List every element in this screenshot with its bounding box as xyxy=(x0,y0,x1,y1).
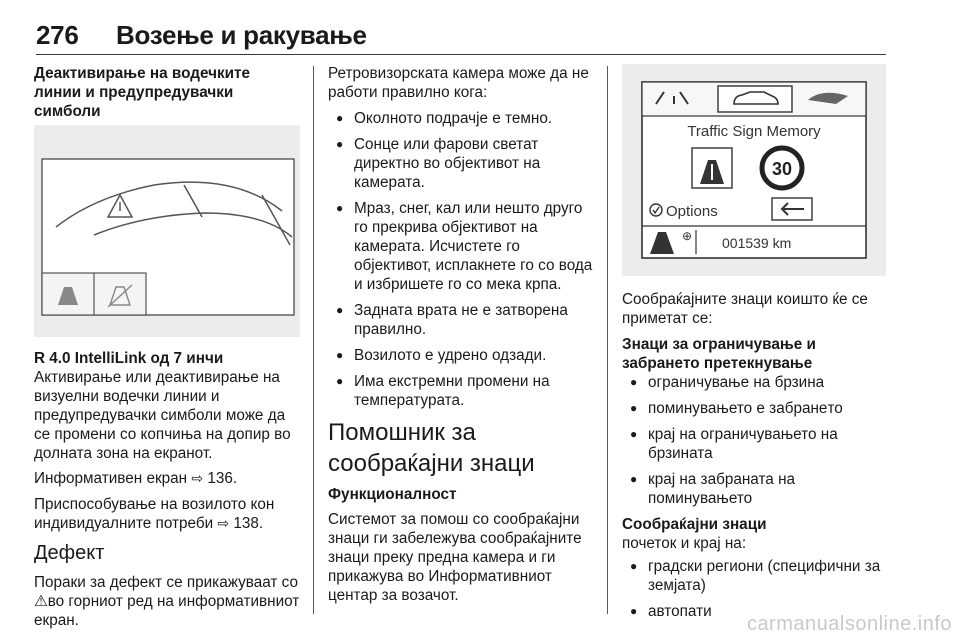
speed-limit-value: 30 xyxy=(771,159,793,179)
list-item: ● крај на забраната на поминувањето xyxy=(622,470,886,508)
list-item: ● ограничување на брзина xyxy=(622,373,886,392)
traffic-signs-subheading: Сообраќајни знаци xyxy=(622,516,767,533)
restriction-signs-list xyxy=(622,373,886,508)
info-display-text: Информативен екран xyxy=(34,470,188,487)
model-line: R 4.0 IntelliLink од 7 инчи xyxy=(34,350,224,367)
column-3 xyxy=(622,64,886,628)
functionality-paragraph: Системот за помош со сообраќајни знаци ги забележува сообраќајните знаци преку предна камера и ги прикажува во Информативниот центар за возачот. xyxy=(328,511,582,604)
column-2 xyxy=(328,64,596,612)
guide-lines-paragraph: Активирање или деактивирање на визуелни водечки линии и предупредувачки симболи може да се промени со копчиња на допир во долната зона на екранот. xyxy=(34,369,291,462)
camera-conditions-list xyxy=(328,109,596,410)
list-item: ● поминувањето е забранeто xyxy=(622,399,886,418)
personalization-ref[interactable]: 138. xyxy=(233,515,264,532)
traffic-signs-sub: почеток и крај на: xyxy=(622,535,747,552)
options-label: Options xyxy=(666,203,718,220)
defect-text-after: во горниот ред на информативниот екран. xyxy=(34,593,300,629)
list-item: ● крај на ограничувањето на брзината xyxy=(622,425,886,463)
list-item: ● Возилото е удрено одзади. xyxy=(328,346,596,365)
warning-triangle-icon: ⚠ xyxy=(34,593,48,610)
page-header xyxy=(36,20,886,55)
list-item: ● Сонце или фарови светат директно во објективот на камерата. xyxy=(328,135,596,192)
plus-icon: ⊕ xyxy=(682,229,693,243)
traffic-sign-assistant-heading: Помошник за сообраќајни знаци xyxy=(328,419,535,477)
info-display-ref[interactable]: 136. xyxy=(207,470,238,487)
watermark: carmanualsonline.info xyxy=(746,613,952,635)
defect-heading: Дефект xyxy=(34,542,105,564)
list-item: ● Мраз, снег, кал или нешто друго го прекрива објективот на камерата. Исчистете го објективот, исплакнете го со вода и избришете го со мека крпа. xyxy=(328,199,596,294)
camera-intro: Ретровизорската камера може да не работи правилно кога: xyxy=(328,65,589,101)
restriction-signs-subheading: Знаци за ограничување и забранeто претекнување xyxy=(622,336,816,372)
list-item: ● автопати xyxy=(622,602,886,621)
column-divider-2 xyxy=(607,66,608,614)
guide-lines-subheading: Деактивирање на водечките линии и предупредувачки симболи xyxy=(34,65,251,120)
traffic-signs-list xyxy=(622,557,886,621)
chapter-title: Возење и ракување xyxy=(116,20,367,50)
defect-text-before: Пораки за дефект се прикажуваат со xyxy=(34,574,298,591)
column-1 xyxy=(34,64,300,637)
list-item: ● Задната врата не е затворена правилно. xyxy=(328,301,596,339)
list-item: ● Има екстремни промени на температурата. xyxy=(328,372,596,410)
distance-value: 001539 km xyxy=(722,235,792,251)
functionality-subheading: Функционалност xyxy=(328,486,457,503)
column-divider-1 xyxy=(313,66,314,614)
rear-camera-display-figure xyxy=(34,125,300,337)
traffic-sign-memory-figure xyxy=(622,64,886,276)
page-number: 276 xyxy=(36,20,79,50)
personalization-text: Приспособување на возилото кон индивидуалните потреби xyxy=(34,496,275,532)
page-reference-icon: ⇨ xyxy=(191,470,204,486)
list-item: ● Околното подрачје е темно. xyxy=(328,109,596,128)
screen-title: Traffic Sign Memory xyxy=(687,123,821,140)
detected-signs-paragraph: Сообраќајните знаци коишто ќе се приметат се: xyxy=(622,291,868,327)
list-item: ● градски региони (специфични за земјата) xyxy=(622,557,886,595)
page-reference-icon: ⇨ xyxy=(217,515,230,531)
